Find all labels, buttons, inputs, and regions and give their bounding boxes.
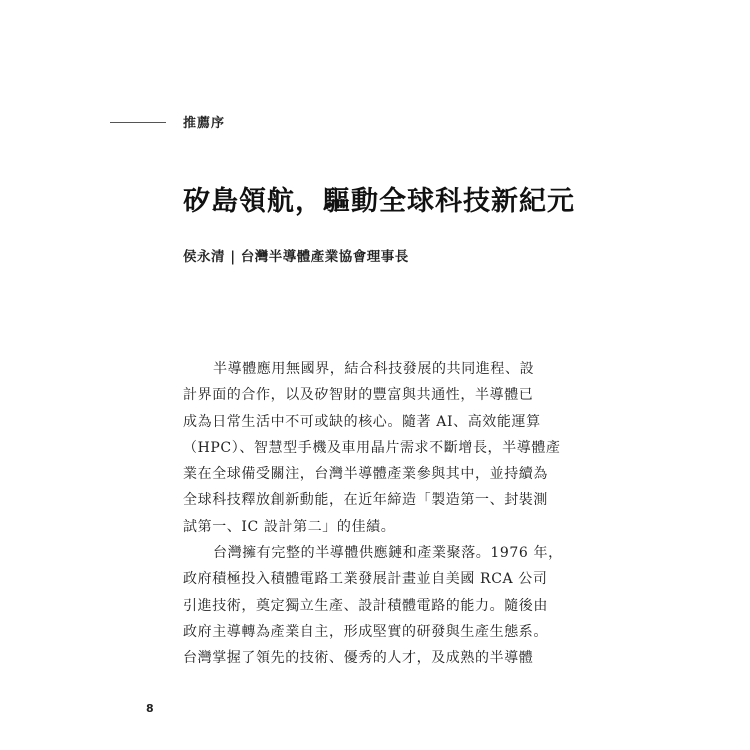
text-line: （HPC）、智慧型手機及車用晶片需求不斷增長，半導體產	[183, 439, 561, 456]
text-line: 業在全球備受關注，台灣半導體產業參與其中，並持續為	[183, 466, 548, 483]
text-line: 台灣掌握了領先的技術、優秀的人才，及成熟的半導體	[183, 650, 534, 667]
paragraph-1	[183, 356, 563, 540]
text-line: 半導體應用無國界，結合科技發展的共同進程、設	[213, 361, 535, 377]
author-byline: 侯永清 | 台灣半導體產業協會理事長	[183, 249, 409, 265]
section-label: 推薦序	[183, 116, 226, 131]
text-line: 引進技術，奠定獨立生產、設計積體電路的能力。隨後由	[183, 597, 548, 614]
paragraph-2	[183, 540, 563, 671]
body-text	[183, 356, 563, 672]
text-line: 台灣擁有完整的半導體供應鏈和產業聚落。1976 年，	[213, 545, 563, 562]
text-line: 成為日常生活中不可或缺的核心。隨著 AI、高效能運算	[183, 413, 541, 430]
section-rule	[110, 122, 166, 123]
text-line: 全球科技釋放創新動能，在近年締造「製造第一、封裝測	[183, 492, 548, 509]
page-title: 矽島領航，驅動全球科技新紀元	[183, 186, 575, 217]
text-line: 政府積極投入積體電路工業發展計畫並自美國 RCA 公司	[183, 571, 548, 588]
text-line: 政府主導轉為產業自主，形成堅實的研發與生產生態系。	[183, 623, 548, 640]
text-line: 試第一、IC 設計第二」的佳績。	[183, 518, 396, 535]
page-number: 8	[146, 702, 154, 715]
text-line: 計界面的合作，以及矽智財的豐富與共通性，半導體已	[183, 387, 534, 404]
